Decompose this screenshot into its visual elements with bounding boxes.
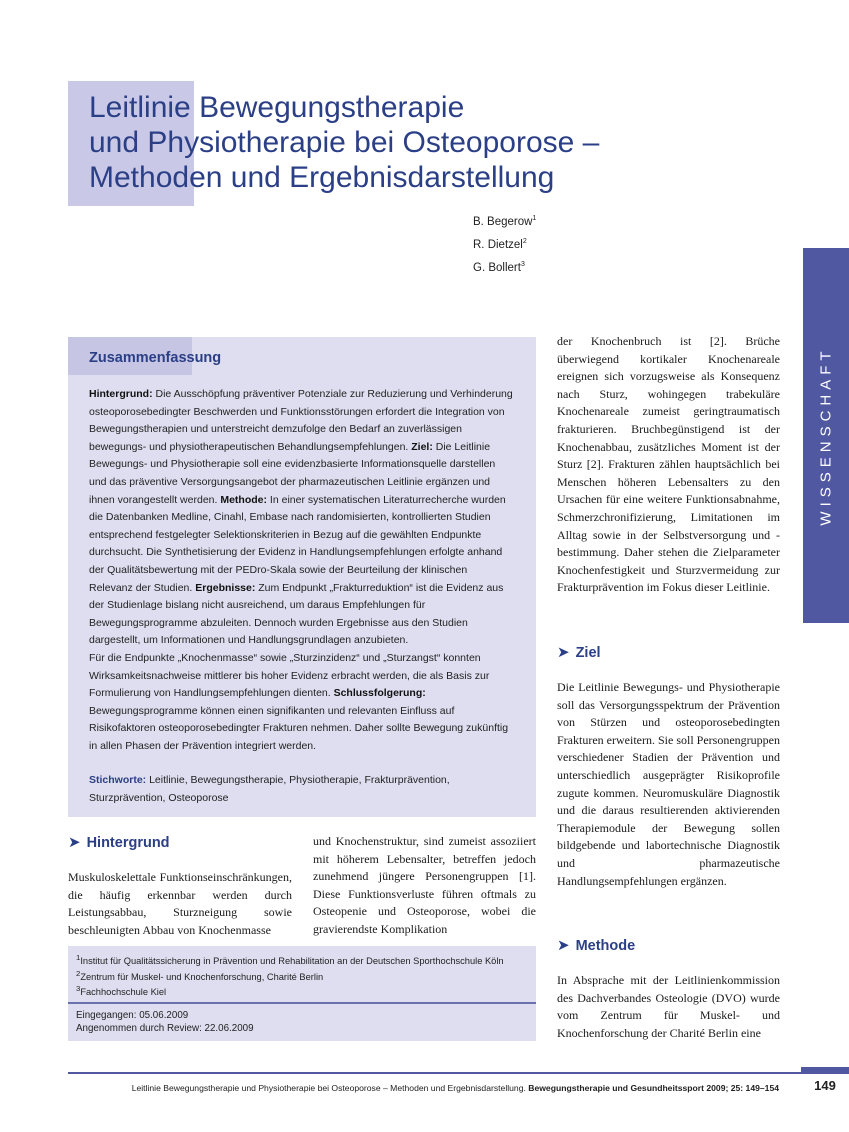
abstract-paragraph: Für die Endpunkte „Knochenmasse“ sowie „Sturzinzidenz“ und „Sturzangst“ konnten Wirksamkeitsnachweise mittlerer bis hoher Evidenz erbracht werden, die als Basis zur Formulierung von Handlungsempfehlungen dienten. Schlussfolgerung: Bewegungsprogramme können einen signifikanten und relevanten Einfluss auf Risikofaktoren osteoporosebedingter Frakturen nehmen. Daher sollte Bewegung zukünftig in allen Phasen der Prävention integriert werden.	[89, 651, 509, 752]
title-line: Leitlinie Bewegungstherapie	[89, 91, 465, 124]
abstract-paragraph: Hintergrund: Die Ausschöpfung präventiver Potenziale zur Reduzierung und Verhinderung osteoporosebedingter Beschwerden und Funktionsstörungen erfordert die Integration von Bewegungstherapien und unterstreicht demzufolge den Bedarf an zuverlässigen bewegungs- und physiotherapeutischen Behandlungsempfehlungen. Ziel: Die Leitlinie Bewegungs- und Physiotherapie soll eine evidenzbasierte Informationsquelle darstellen und das präventive Versorgungsangebot der pharmazeutischen Leitlinie ergänzen und ihnen vorangestellt werden. Methode: In einer systematischen Literaturrecherche wurden die Datenbanken Medline, Cinahl, Embase nach randomisierten, kontrollierten Studien entsprechend festgelegter Selektionskriterien in Bezug auf die gewählten Endpunkte durchsucht. Die Synthetisierung der Evidenz in Handlungsempfehlungen erfolgte anhand der Qualitätsbewertung mit der PEDro-Skala sowie der Beurteilung der klinischen Relevanz der Studien. Ergebnisse: Zum Endpunkt „Frakturreduktion“ ist die Evidenz aus der Studienlage bislang nicht ausreichend, um daraus Empfehlungen für Bewegungsprogramme abzuleiten. Dennoch wurden Ergebnisse aus den Studien dargestellt, um Informationen und Handlungsgrundlagen anzubieten.	[89, 388, 513, 647]
article-title	[89, 90, 789, 195]
footnote: $^3$Fachhochschule Kiel	[76, 984, 167, 998]
section-heading-ziel: ➤ Ziel	[557, 644, 601, 661]
author: G. Bollert$^3$	[473, 260, 525, 274]
section-heading-hintergrund: ➤ Hintergrund	[68, 834, 170, 851]
page-number: 149	[814, 1078, 836, 1093]
author-list	[473, 209, 536, 277]
arrow-icon: ➤	[557, 937, 570, 954]
author: R. Dietzel$^2$	[473, 237, 527, 251]
footer-citation: Leitlinie Bewegungstherapie und Physiotherapie bei Osteoporose – Methoden und Ergebnisdarstellung. Bewegungstherapie und Gesundheitssport 2009; 25: 149–154	[131, 1083, 779, 1093]
footnote: $^1$Institut für Qualitätssicherung in Prävention und Rehabilitation an der Deutschen Sporthochschule Köln	[76, 953, 504, 967]
body-paragraph: und Knochenstruktur, sind zumeist assoziiert mit höherem Lebensalter, betreffen jedoch zunehmend jüngere Personengruppen [1]. Diese Funktionsverluste führen oftmals zu Osteopenie und Osteoporose, wobei die gravierendste Komplikation	[313, 834, 536, 936]
section-side-band	[803, 248, 849, 623]
body-paragraph: der Knochenbruch ist [2]. Brüche überwiegend kortikaler Knochenareale ereignen sich vorzugsweise als Konsequenz nach Sturz, wohingegen trabekuläre Knochenareale zumeist geringtraumatisch frakturieren. Bruchbegünstigend ist der Knochenabbau, zusätzliches Moment ist der Sturz [2]. Frakturen zählen hauptsächlich bei Menschen höheren Lebensalters zu den Ursachen für eine weitere Funktionsabnahme, Schmerzchronifizierung, Limitationen im Alltag sowie in der Selbstversorgung und -bestimmung. Daher stehen die Zielparameter Knochenfestigkeit und Sturzvermeidung zur Frakturprävention im Fokus dieser Leitlinie.	[557, 334, 780, 595]
title-line: Methoden und Ergebnisdarstellung	[89, 161, 555, 194]
footer-rule	[68, 1072, 849, 1074]
arrow-icon: ➤	[557, 644, 570, 661]
accepted-date: Angenommen durch Review: 22.06.2009	[76, 1023, 254, 1034]
affiliation-footnotes	[68, 946, 536, 1004]
side-label: WISSENSCHAFT	[817, 345, 835, 526]
abstract-body	[89, 386, 513, 808]
section-heading-methode: ➤ Methode	[557, 937, 636, 954]
submission-dates	[68, 1004, 536, 1041]
body-paragraph: Muskuloskelettale Funktionseinschränkungen, die häufig erkennbar werden durch Leistungsabbau, Sturzneigung sowie beschleunigten Abbau von Knochenmasse	[68, 870, 292, 937]
arrow-icon: ➤	[68, 834, 81, 851]
footer-tab	[801, 1067, 849, 1073]
author: B. Begerow$^1$	[473, 215, 537, 228]
abstract-heading: Zusammenfassung	[89, 350, 222, 366]
keywords: Stichworte: Leitlinie, Bewegungstherapie, Physiotherapie, Frakturprävention, Sturzprävention, Osteoporose	[89, 774, 450, 805]
footnote: $^2$Zentrum für Muskel- und Knochenforschung, Charité Berlin	[76, 968, 324, 982]
body-paragraph: Die Leitlinie Bewegungs- und Physiotherapie soll das Versorgungsspektrum der Prävention von Stürzen und osteoporosebedingten Frakturen erweitern. Sie soll Personengruppen verschiedener Stadien der Prävention und unterschiedlich ausgeprägter Risikoprofile zugute kommen. Neuromuskuläre Diagnostik und die daraus resultierenden aktivierenden Therapiemodule der Bewegung sollen bildgebende und labortechnische Diagnostik und pharmazeutische Handlungsempfehlungen ergänzen.	[557, 680, 780, 888]
title-line: und Physiotherapie bei Osteoporose –	[89, 126, 600, 159]
received-date: Eingegangen: 05.06.2009	[76, 1010, 189, 1021]
body-paragraph: In Absprache mit der Leitlinienkommission des Dachverbandes Osteologie (DVO) wurde vom Zentrum für Muskel- und Knochenforschung der Charité Berlin eine	[557, 973, 780, 1040]
